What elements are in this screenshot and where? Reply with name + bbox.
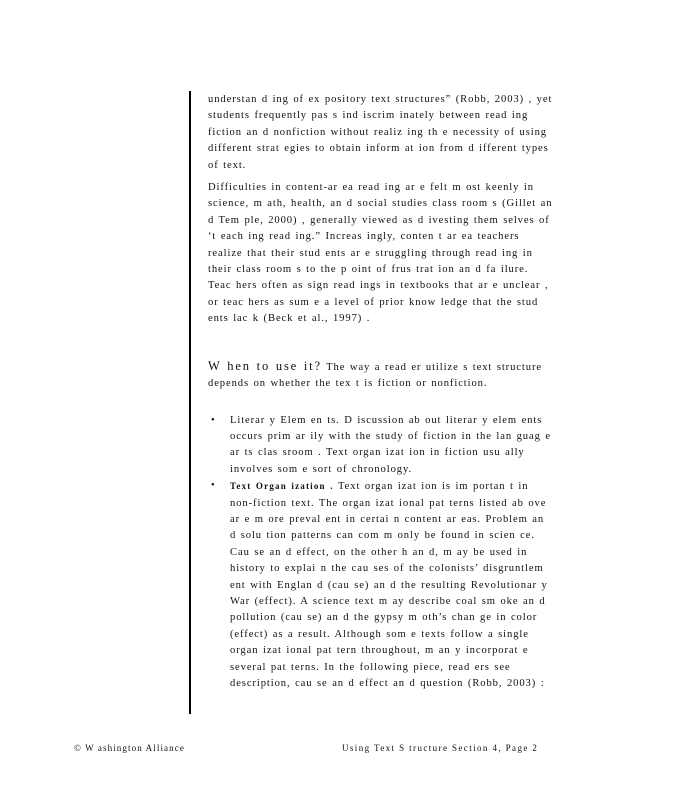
bullet-icon: •	[211, 480, 216, 492]
when-to-use-text: The way a read er utilize s text structure depends on whether the tex t is fiction or nonfiction.	[208, 361, 542, 390]
list-item	[208, 413, 553, 479]
bullet-list	[208, 413, 553, 693]
bullet-text-organization: Text organ izat ion is im portan t in non-fiction text. The organ izat ional pat terns listed ab ove ar e m ore preval ent in certai n content ar eas. Problem an d solu tion patterns can com m only be found in scien ce. Cau se an d effect, on the other h an d, m ay be used in history to explai n the cau ses of the colonists’ disgruntlem ent with Englan d (cau se) an d the resulting Revolutionar y War (effect). A science text m ay describe coal sm oke an d pollution (cau se) an d the gypsy m oth’s chan ge in color (effect) as a result. Although som e texts follow a single organ izat ional pat tern throughout, m an y incorporat e several pat terns. In the following piece, read ers see description, cau se an d effect an d question (Robb, 2003) :	[230, 481, 548, 689]
footer-copyright: © W ashington Alliance	[74, 743, 185, 753]
list-item	[208, 478, 553, 692]
left-margin-rule	[189, 91, 191, 714]
when-to-use-heading: W hen to use it?	[208, 358, 322, 373]
bullet-literary-elements: Literar y Elem en ts. D iscussion ab out literar y elem ents occurs prim ar ily with the study of fiction in the lan guag e ar ts clas sroom . Text organ izat ion in fiction usu ally involves som e sort of chronology.	[230, 414, 551, 475]
when-to-use-section	[208, 358, 553, 393]
paragraph-difficulties: Difficulties in content-ar ea read ing ar e felt m ost keenly in science, m ath, health, an d social studies class room s (Gillet an d Tem ple, 2000) , generally viewed as d ivesting them selves of ‘t each ing read ing.” Increas ingly, conten t ar ea teachers realize that their stud ents ar e struggling through read ing in their class room s to the p oint of frus trat ion an d fa ilure. Teac hers often as sign read ings in textbooks that ar e unclear , or teac hers as sum e a level of prior know ledge that the stud ents lac k (Beck et al., 1997) .	[208, 182, 553, 325]
document-body	[208, 92, 553, 692]
bullet-text-organization-title: Text Organ ization .	[230, 481, 334, 492]
bullet-icon: •	[211, 414, 216, 426]
paragraph-expository: understan d ing of ex pository text structures” (Robb, 2003) , yet students frequently pas s ind iscrim inately between read ing fiction an d nonfiction without realiz ing th e necessity of using different strat egies to obtain inform at ion from d ifferent types of text.	[208, 94, 553, 171]
footer-page-info: Using Text S tructure Section 4, Page 2	[342, 743, 539, 753]
